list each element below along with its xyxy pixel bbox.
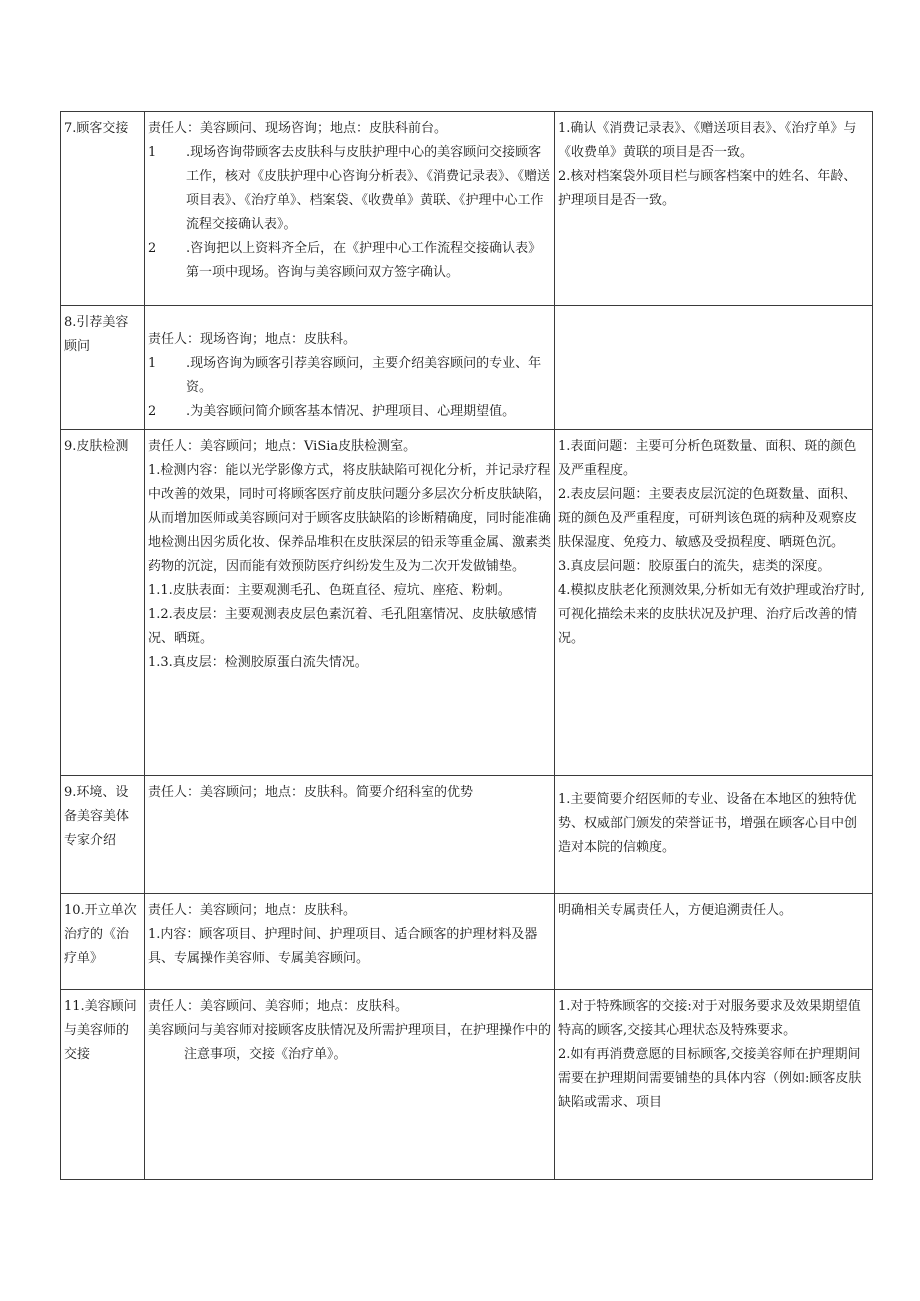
responsibility-text: 责任人：美容顾问；地点：皮肤科。简要介绍科室的优势 — [148, 785, 474, 800]
step-title: 11.美容顾问与美容师的交接 — [64, 999, 137, 1062]
note-cell — [555, 430, 873, 776]
table-row — [61, 112, 873, 306]
detail-text: 1.2.表皮层：主要观测表皮层色素沉着、毛孔阻塞情况、皮肤敏感情况、晒斑。 — [148, 607, 537, 646]
note-text: 1.对于特殊顾客的交接:对于对服务要求及效果期望值特高的顾客,交接其心理状态及特殊要求。 — [558, 999, 861, 1038]
list-item: 1 .现场咨询为顾客引荐美容顾问，主要介绍美容顾问的专业、年资。 — [148, 356, 542, 395]
detail-cell — [145, 990, 555, 1180]
table-row — [61, 990, 873, 1180]
note-text: 4.模拟皮肤老化预测效果,分析如无有效护理或治疗时,可视化描绘未来的皮肤状况及护理、治疗后改善的情况。 — [558, 583, 865, 646]
note-cell — [555, 306, 873, 430]
step-title: 10.开立单次治疗的《治疗单》 — [64, 903, 137, 966]
step-title: 8.引荐美容顾问 — [64, 315, 129, 354]
note-cell — [555, 776, 873, 894]
process-table — [60, 111, 873, 1180]
detail-cell — [145, 306, 555, 430]
detail-cell — [145, 776, 555, 894]
note-cell — [555, 990, 873, 1180]
note-text: 2.如有再消费意愿的目标顾客,交接美容师在护理期间需要在护理期间需要铺垫的具体内容（例如:顾客皮肤缺陷或需求、项目 — [558, 1047, 862, 1110]
responsibility-text: 责任人：美容顾问；地点：ViSia皮肤检测室。 — [148, 439, 417, 454]
list-item: 2 .咨询把以上资料齐全后，在《护理中心工作流程交接确认表》第一项中现场。咨询与美容顾问双方签字确认。 — [148, 241, 542, 280]
step-cell — [61, 990, 145, 1180]
step-cell — [61, 894, 145, 990]
detail-text: 1.内容：顾客项目、护理时间、护理项目、适合顾客的护理材料及器具、专属操作美容师、专属美容顾问。 — [148, 927, 538, 966]
step-title: 9.环境、设备美容美体专家介绍 — [64, 785, 130, 848]
note-text: 2.核对档案袋外项目栏与顾客档案中的姓名、年龄、护理项目是否一致。 — [558, 169, 857, 208]
step-title: 7.顾客交接 — [64, 121, 129, 136]
table-row — [61, 776, 873, 894]
step-cell — [61, 112, 145, 306]
detail-cell — [145, 112, 555, 306]
note-text: 明确相关专属责任人，方便追溯责任人。 — [558, 903, 793, 918]
note-text: 2.表皮层问题：主要表皮层沉淀的色斑数量、面积、斑的颜色及严重程度，可研判该色斑的病种及观察皮肤保湿度、免疫力、敏感及受损程度、晒斑色沉。 — [558, 487, 858, 550]
detail-cell — [145, 894, 555, 990]
step-cell — [61, 430, 145, 776]
table-row — [61, 306, 873, 430]
step-cell — [61, 306, 145, 430]
detail-text: 1.检测内容：能以光学影像方式，将皮肤缺陷可视化分析，并记录疗程中改善的效果，同时可将顾客医疗前皮肤问题分多层次分析皮肤缺陷，从而增加医师或美容顾问对于顾客皮肤缺陷的诊断精确度，同时能准确地检测出因劣质化妆、保养品堆积在皮肤深层的铅汞等重金属、激素类药物的沉淀，因而能有效预防医疗纠纷发生及为二次开发做铺垫。 — [148, 463, 552, 574]
detail-text: 美容顾问与美容师对接顾客皮肤情况及所需护理项目，在护理操作中的注意事项，交接《治疗单》。 — [148, 1023, 552, 1062]
note-text: 1.主要简要介绍医师的专业、设备在本地区的独特优势、权威部门颁发的荣誉证书，增强在顾客心目中创造对本院的信赖度。 — [558, 792, 858, 855]
note-text: 1.确认《消费记录表》、《赠送项目表》、《治疗单》与《收费单》黄联的项目是否一致。 — [558, 121, 857, 160]
step-title: 9.皮肤检测 — [64, 439, 129, 454]
note-text: 3.真皮层问题：胶原蛋白的流失，痣类的深度。 — [558, 559, 831, 574]
responsibility-text: 责任人：美容顾问、现场咨询；地点：皮肤科前台。 — [148, 121, 448, 136]
table-row — [61, 894, 873, 990]
detail-cell — [145, 430, 555, 776]
detail-text: 1.1.皮肤表面：主要观测毛孔、色斑直径、痘坑、座疮、粉刺。 — [148, 583, 511, 598]
list-item: 1 .现场咨询带顾客去皮肤科与皮肤护理中心的美容顾问交接顾客工作，核对《皮肤护理中心咨询分析表》、《消费记录表》、《赠送项目表》、《治疗单》、档案袋、《收费单》黄联、《护理中心工作流程交接确认表》。 — [148, 145, 551, 232]
note-cell — [555, 112, 873, 306]
note-cell — [555, 894, 873, 990]
responsibility-text: 责任人：美容顾问；地点：皮肤科。 — [148, 903, 357, 918]
detail-text: 1.3.真皮层：检测胶原蛋白流失情况。 — [148, 655, 368, 670]
list-item: 2 .为美容顾问简介顾客基本情况、护理项目、心理期望值。 — [148, 404, 516, 419]
table-row — [61, 430, 873, 776]
note-text: 1.表面问题：主要可分析色斑数量、面积、斑的颜色及严重程度。 — [558, 439, 857, 478]
responsibility-text: 责任人：美容顾问、美容师；地点：皮肤科。 — [148, 999, 409, 1014]
responsibility-text: 责任人：现场咨询；地点：皮肤科。 — [148, 332, 357, 347]
step-cell — [61, 776, 145, 894]
